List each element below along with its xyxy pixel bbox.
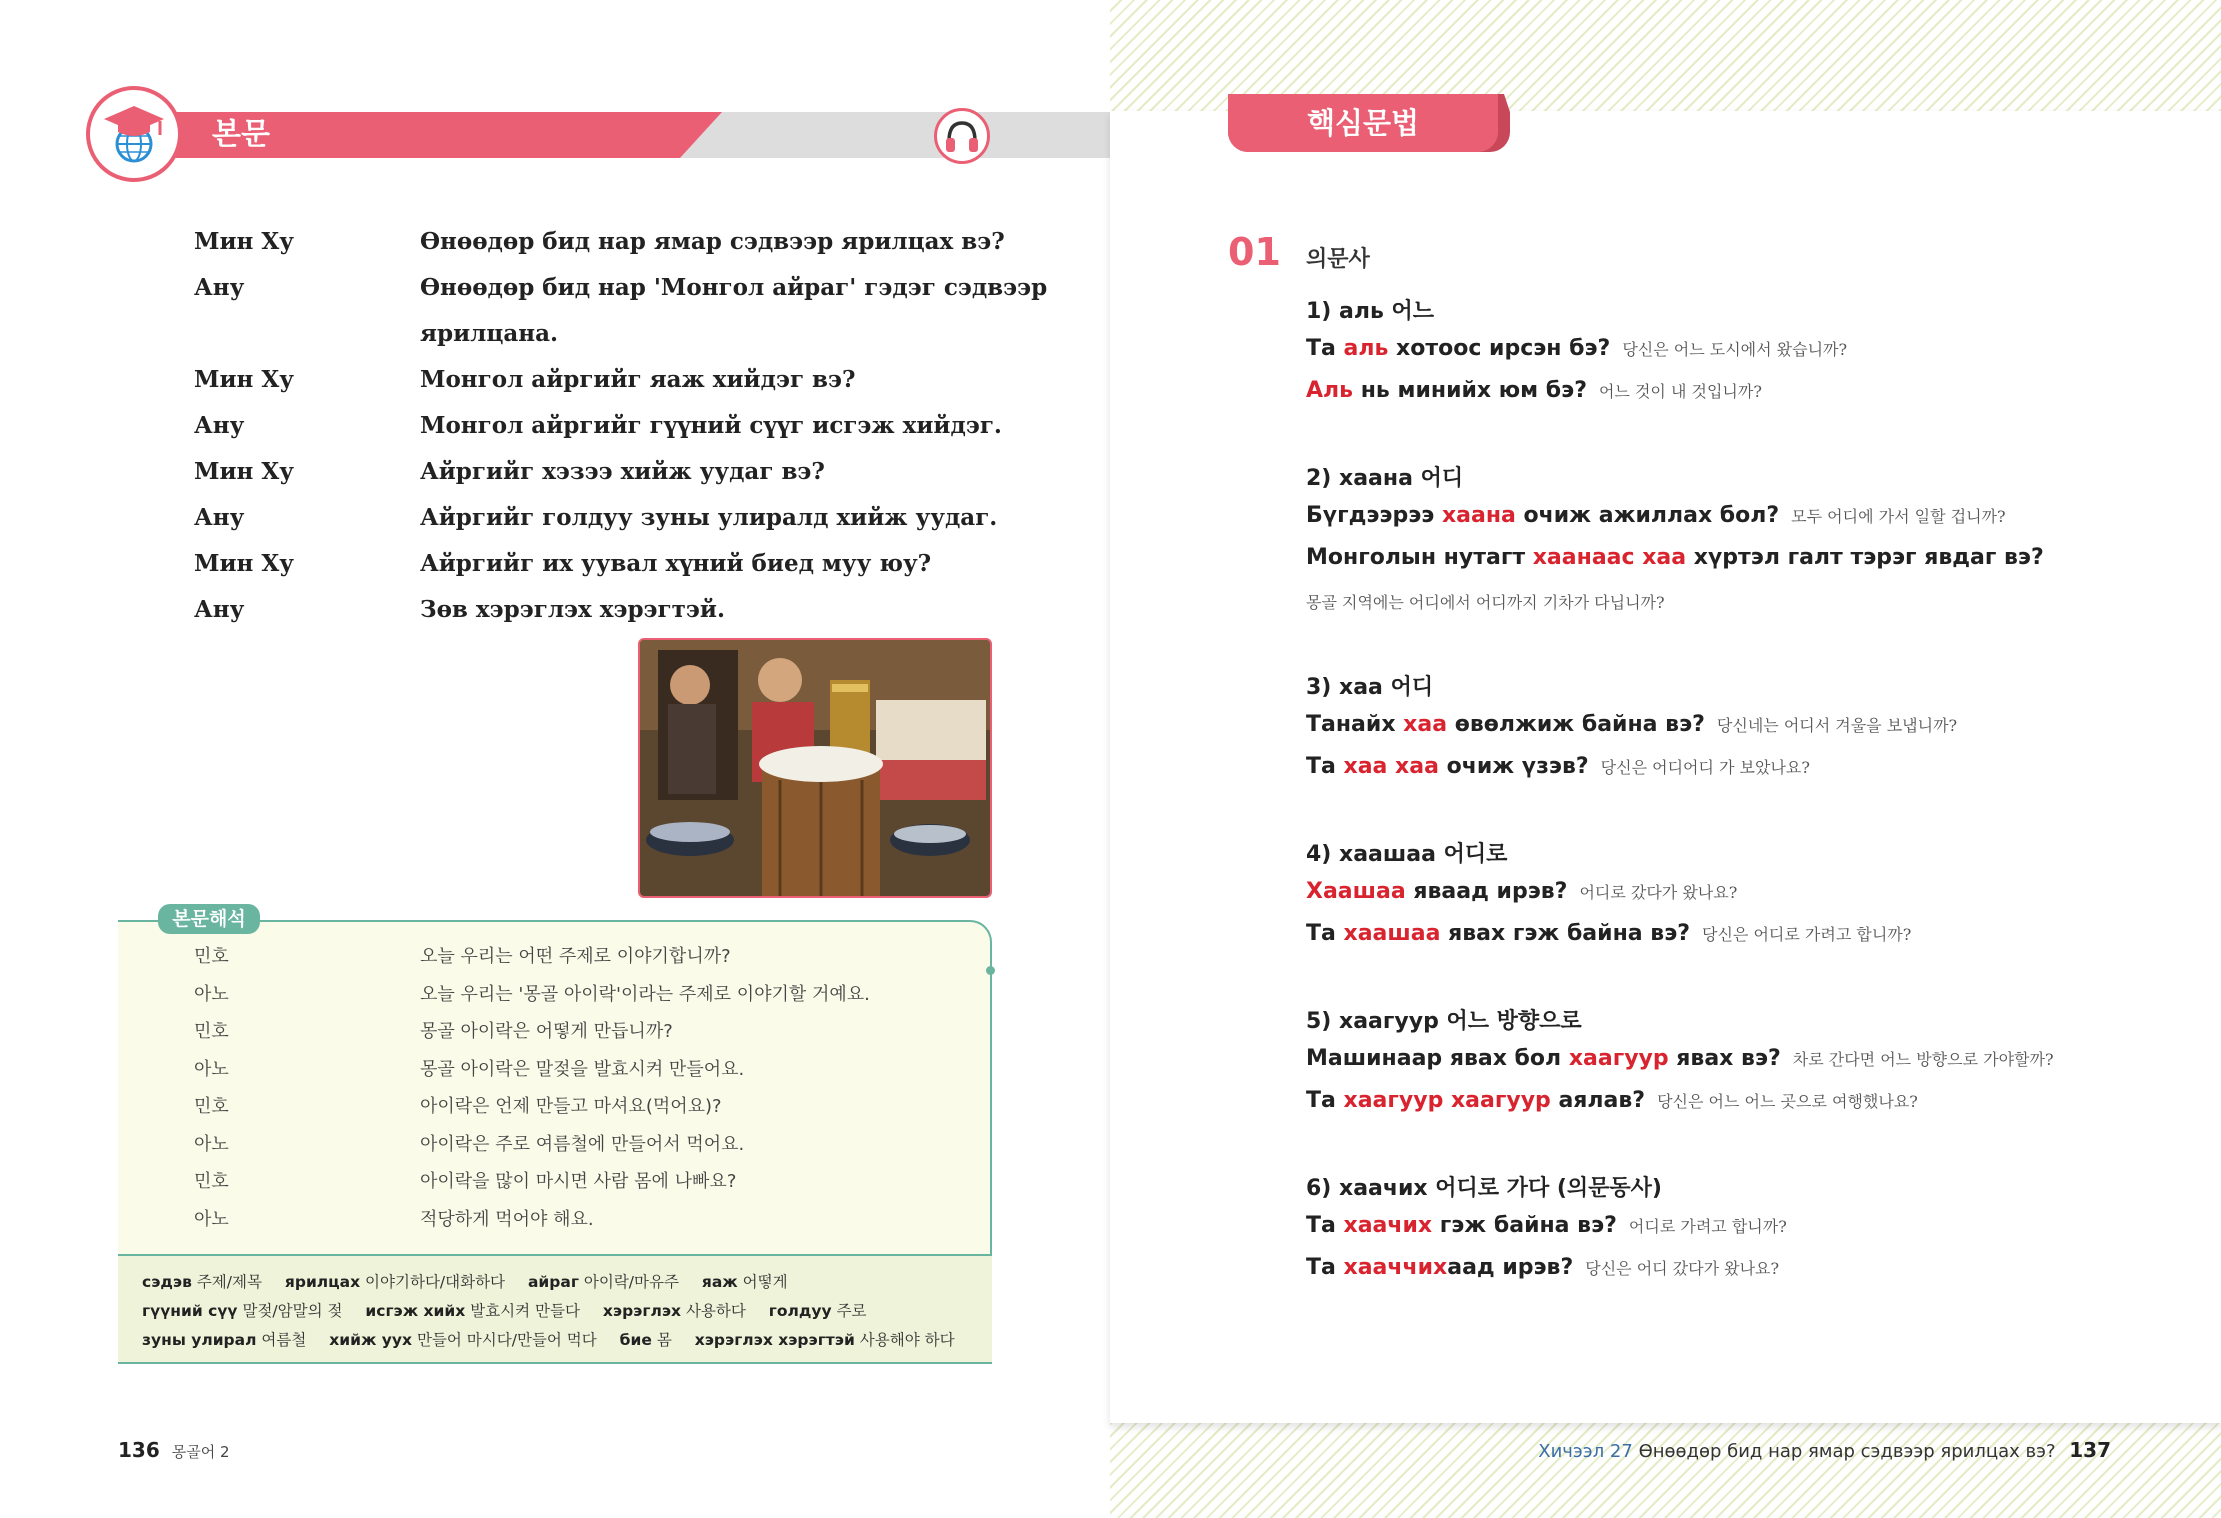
translation-row (194, 1013, 974, 1051)
vocab-meaning: 여름철 (261, 1331, 307, 1349)
speaker: Ану (194, 504, 245, 531)
grammar-item-heading: 2) хаана 어디 (1306, 466, 1464, 491)
grammar-item-heading: 5) хаагуур 어느 방향으로 (1306, 1009, 1582, 1034)
vocab-meaning: 만들어 마시다/만들어 먹다 (416, 1331, 597, 1349)
grammar-item-heading: 1) аль 어느 (1306, 299, 1435, 324)
translation-row (194, 976, 974, 1014)
vocab-meaning: 주로 (836, 1302, 867, 1320)
dialogue-line: Айргийг голдуу зуны улиралд хийж уудаг. (420, 504, 998, 531)
dialogue-line: Зөв хэрэглэх хэрэгтэй. (420, 596, 725, 623)
dialogue-row (194, 541, 1014, 587)
left-footer (118, 1438, 230, 1462)
vocab-line (142, 1326, 968, 1355)
translation-line: 몽골 아이락은 어떻게 만듭니까? (420, 1021, 673, 1042)
lesson-label: Хичээл 27 (1538, 1441, 1633, 1462)
dialogue-line: Айргийг их уувал хүний биед муу юу? (420, 550, 932, 577)
speaker: Ану (194, 596, 245, 623)
vocab-meaning: 말젖/암말의 젖 (242, 1302, 343, 1320)
example-translation: 모두 어디에 가서 일할 겁니까? (1791, 507, 2006, 526)
speaker: 민호 (194, 1096, 229, 1117)
speaker: 민호 (194, 1171, 229, 1192)
airag-photo (638, 638, 992, 898)
section-number: 01 (1228, 230, 1281, 274)
dialogue-row (194, 265, 1048, 311)
example-translation: 어디로 갔다가 왔나요? (1579, 883, 1738, 902)
example-translation: 당신네는 어디서 겨울을 보냅니까? (1716, 716, 1958, 735)
speaker: Мин Ху (194, 550, 294, 577)
vocab-meaning: 몸 (656, 1331, 672, 1349)
vocab-line (142, 1297, 968, 1326)
example-translation: 몽골 지역에는 어디에서 어디까지 기차가 다닙니까? (1306, 593, 1665, 612)
translation-line: 아이락은 언제 만들고 마셔요(먹어요)? (420, 1096, 722, 1117)
section-title: 본문 (212, 117, 270, 152)
translation-label: 본문해석 (158, 904, 260, 934)
grammar-tab-title: 핵심문법 (1228, 94, 1498, 152)
dialogue (194, 219, 1048, 633)
lesson-title: Өнөөдөр бид нар ямар сэдвээр ярилцах вэ? (1638, 1441, 2056, 1462)
dialogue-line: Монгол айргийг яаж хийдэг вэ? (420, 366, 856, 393)
dialogue-line: Өнөөдөр бид нар ямар сэдвээр ярилцах вэ? (420, 228, 1005, 255)
headphones-icon[interactable] (934, 108, 990, 164)
vocab-word: сэдэв (142, 1273, 192, 1291)
vocab-meaning: 어떻게 (742, 1273, 788, 1291)
vocab-word: яаж (701, 1273, 738, 1291)
example-sentence: Бүгдээрээ хаана очиж ажиллах бол? 모두 어디에 가서 일할 겁니까? (1306, 503, 2006, 528)
vocab-word: хэрэглэх хэрэгтэй (694, 1331, 855, 1349)
grammar-section-title: 의문사 (1306, 247, 1370, 272)
graduation-cap-globe-icon (86, 86, 182, 182)
page-number: 136 (118, 1438, 160, 1462)
speaker: 민호 (194, 946, 229, 967)
translation-row (194, 938, 974, 976)
vocab-word: айраг (527, 1273, 579, 1291)
page-number: 137 (2069, 1438, 2111, 1462)
header-gray-band (680, 112, 1110, 158)
speaker: Мин Ху (194, 366, 294, 393)
speaker: 아노 (194, 1209, 229, 1230)
example-sentence: Машинаар явах бол хаагуур явах вэ? 차로 간다면 어느 방향으로 가야할까? (1306, 1046, 2054, 1071)
example-sentence: Хаашаа яваад ирэв? 어디로 갔다가 왔나요? (1306, 879, 1738, 904)
vocab-meaning: 사용해야 하다 (859, 1331, 955, 1349)
book-title: 몽골어 2 (171, 1443, 230, 1461)
translation-box-dot (986, 966, 995, 975)
grammar-item-heading: 3) хаа 어디 (1306, 675, 1434, 700)
speaker: 아노 (194, 984, 229, 1005)
example-translation: 당신은 어느 도시에서 왔습니까? (1622, 340, 1848, 359)
example-translation: 어디로 가려고 합니까? (1628, 1217, 1787, 1236)
dialogue-row (194, 357, 1014, 403)
dialogue-line: ярилцана. (420, 320, 558, 347)
example-translation: 당신은 어디어디 가 보았나요? (1600, 758, 1810, 777)
speaker: 민호 (194, 1021, 229, 1042)
vocab-word: бие (619, 1331, 652, 1349)
speaker: Мин Ху (194, 228, 294, 255)
vocab-word: ярилцах (284, 1273, 361, 1291)
speaker: Ану (194, 274, 245, 301)
translation-line: 아이락은 주로 여름철에 만들어서 먹어요. (420, 1134, 745, 1155)
vocabulary-box (118, 1254, 992, 1364)
vocab-meaning: 아이락/마유주 (583, 1273, 679, 1291)
example-translation: 차로 간다면 어느 방향으로 가야할까? (1792, 1050, 2054, 1069)
example-sentence: Та хаа хаа очиж үзэв? 당신은 어디어디 가 보았나요? (1306, 754, 1810, 779)
example-translation: 당신은 어느 어느 곳으로 여행했나요? (1657, 1092, 1918, 1111)
example-sentence: Та хаагуур хаагуур аялав? 당신은 어느 어느 곳으로 여행했나요? (1306, 1088, 1918, 1113)
grammar-item-heading: 4) хаашаа 어디로 (1306, 842, 1508, 867)
translation-row (194, 1201, 974, 1239)
dialogue-row (194, 311, 1014, 357)
vocab-meaning: 주제/제목 (196, 1273, 262, 1291)
example-sentence: Та хаачих гэж байна вэ? 어디로 가려고 합니까? (1306, 1213, 1787, 1238)
translation-row (194, 1088, 974, 1126)
example-translation: 어느 것이 내 것입니까? (1598, 382, 1762, 401)
dialogue-line: Айргийг хэзээ хийж уудаг вэ? (420, 458, 825, 485)
dialogue-row (194, 495, 1014, 541)
example-translation: 당신은 어디 갔다가 왔나요? (1585, 1259, 1780, 1278)
translation-line: 오늘 우리는 '몽골 아이락'이라는 주제로 이야기할 거예요. (420, 984, 870, 1005)
vocab-word: зуны улирал (142, 1331, 257, 1349)
speaker: Ану (194, 412, 245, 439)
translation-row (194, 1163, 974, 1201)
vocab-word: хэрэглэх (602, 1302, 682, 1320)
speaker: 아노 (194, 1059, 229, 1080)
vocab-word: исгэж хийх (365, 1302, 466, 1320)
translation-line: 적당하게 먹어야 해요. (420, 1209, 594, 1230)
translation-line: 몽골 아이락은 말젖을 발효시켜 만들어요. (420, 1059, 745, 1080)
example-sentence: Та аль хотоос ирсэн бэ? 당신은 어느 도시에서 왔습니까? (1306, 336, 1848, 361)
translation-row (194, 1126, 974, 1164)
example-sentence: Та хаашаа явах гэж байна вэ? 당신은 어디로 가려고 합니까? (1306, 921, 1912, 946)
vocab-meaning: 사용하다 (685, 1302, 746, 1320)
dialogue-row (194, 219, 1014, 265)
dialogue-row (194, 403, 1014, 449)
dialogue-row (194, 587, 1014, 633)
header-bar (118, 112, 722, 158)
example-sentence: Монголын нутагт хаанаас хаа хүртэл галт тэрэг явдаг вэ? (1306, 545, 2044, 570)
translation-line: 오늘 우리는 어떤 주제로 이야기합니까? (420, 946, 731, 967)
translation-row (194, 1051, 974, 1089)
dialogue-line: Монгол айргийг гүүний сүүг исгэж хийдэг. (420, 412, 1002, 439)
translation-line: 아이락을 많이 마시면 사람 몸에 나빠요? (420, 1171, 737, 1192)
dialogue-row (194, 449, 1014, 495)
vocab-word: хийж уух (329, 1331, 413, 1349)
vocab-meaning: 이야기하다/대화하다 (365, 1273, 506, 1291)
grammar-item-heading: 6) хаачих 어디로 가다 (의문동사) (1306, 1176, 1662, 1201)
speaker: Мин Ху (194, 458, 294, 485)
vocab-word: голдуу (768, 1302, 832, 1320)
example-sentence: Аль нь минийх юм бэ? 어느 것이 내 것입니까? (1306, 378, 1762, 403)
vocab-word: гүүний сүү (142, 1302, 238, 1320)
example-sentence: Танайх хаа өвөлжиж байна вэ? 당신네는 어디서 겨울을 보냅니까? (1306, 712, 1958, 737)
vocab-line (142, 1268, 968, 1297)
example-sentence: Та хааччихаад ирэв? 당신은 어디 갔다가 왔나요? (1306, 1255, 1780, 1280)
example-translation: 당신은 어디로 가려고 합니까? (1702, 925, 1912, 944)
speaker: 아노 (194, 1134, 229, 1155)
dialogue-line: Өнөөдөр бид нар 'Монгол айраг' гэдэг сэдвээр (420, 274, 1048, 301)
right-footer (1538, 1438, 2111, 1462)
vocab-meaning: 발효시켜 만들다 (470, 1302, 580, 1320)
